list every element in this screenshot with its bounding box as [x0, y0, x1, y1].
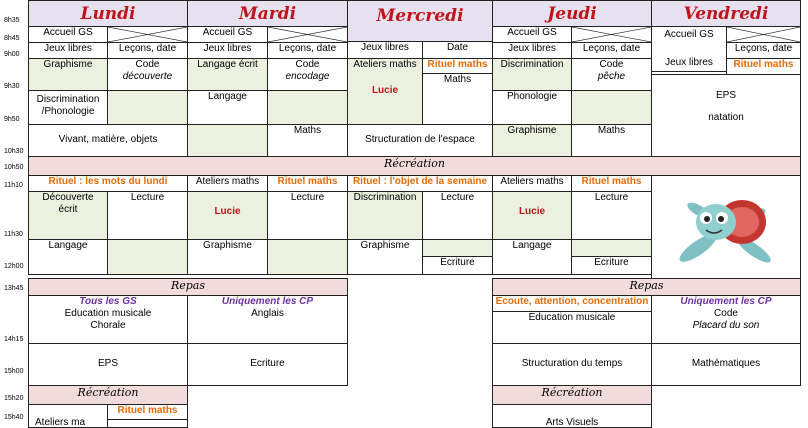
cell-jeudi-jeux: Jeux libres [492, 42, 572, 59]
cell-lundi-empty [107, 90, 188, 125]
cell-text: Chorale [90, 320, 126, 331]
turtle-illustration [676, 182, 776, 278]
cell-jeudi-empty [571, 239, 652, 257]
day-header-mardi: Mardi [187, 0, 348, 27]
day-header-mercredi: Mercredi [347, 0, 493, 42]
time-label: 10h50 [4, 164, 24, 171]
cell-text: Lucie [371, 85, 399, 96]
cell-mardi-code [267, 58, 348, 91]
cell-jeudi-education-musicale: Education musicale [492, 311, 652, 344]
cell-mercredi-empty [422, 239, 493, 257]
cell-lundi-ateliers-bottom: Ateliers ma [28, 404, 108, 428]
time-label: 9h00 [4, 51, 20, 58]
cell-vendredi-lecons: Leçons, date [726, 42, 801, 59]
cell-mercredi-jeux: Jeux libres [347, 41, 423, 59]
cell-jeudi-maths: Maths [571, 124, 652, 157]
cell-text: Placard du son [692, 320, 760, 331]
cell-mardi-lucie [187, 191, 268, 240]
cell-vendredi-rituel: Rituel maths [726, 58, 801, 75]
time-label: 15h00 [4, 368, 24, 375]
time-label: 14h15 [4, 336, 24, 343]
cell-lundi-decouverte-ecrit [28, 191, 108, 240]
day-header-vendredi: Vendredi [651, 0, 801, 27]
cell-text: Uniquement les CP [221, 296, 314, 307]
recreation-band-lundi: Récréation [28, 385, 188, 405]
day-header-lundi: Lundi [28, 0, 188, 27]
cell-mercredi-maths: Maths [422, 73, 493, 125]
cell-lundi-accueil: Accueil GS [28, 26, 108, 43]
cell-jeudi-lucie [492, 191, 572, 240]
cell-text: Tous les GS [79, 296, 137, 307]
cell-mardi-empty [267, 90, 348, 125]
cell-mardi-ateliers: Ateliers maths [187, 175, 268, 192]
cell-lundi-graphisme: Graphisme [28, 58, 108, 91]
cell-mardi-rituel: Rituel maths [267, 175, 348, 192]
cell-text: EPS [715, 90, 736, 101]
cell-mardi-anglais [187, 295, 348, 344]
cell-text: Ateliers maths [353, 59, 417, 70]
time-label: 10h30 [4, 148, 24, 155]
cell-text: Jeux libres [665, 57, 713, 68]
cell-lundi-rituel-bottom: Rituel maths [107, 404, 188, 420]
cell-mercredi-structuration: Structuration de l'espace [347, 124, 493, 157]
cell-mardi-langage: Langage [187, 90, 268, 125]
cell-text: Anglais [251, 308, 284, 319]
cell-mercredi-graphisme: Graphisme [347, 239, 423, 275]
cell-jeudi-discrimination: Discrimination [492, 58, 572, 91]
cell-mercredi-ecriture: Ecriture [422, 256, 493, 275]
cell-lundi-discri [28, 90, 108, 125]
repas-band-left: Repas [28, 278, 348, 296]
cell-lundi-eps: EPS [28, 343, 188, 386]
cell-jeudi-lecons: Leçons, date [571, 42, 652, 59]
cell-mercredi-rituel-objet: Rituel : l'objet de la semaine [347, 175, 493, 192]
cell-jeudi-lecture: Lecture [571, 191, 652, 240]
cell-mardi-jeux: Jeux libres [187, 42, 268, 59]
time-label: 15h20 [4, 395, 24, 402]
cell-text: Lucie [518, 206, 546, 217]
cell-mercredi-date: Date [422, 41, 493, 59]
cell-lundi-empty [107, 239, 188, 275]
time-label: 13h45 [4, 285, 24, 292]
time-label: 11h10 [4, 182, 23, 189]
crossed-cell [107, 26, 188, 43]
cell-text: /Phonologie [41, 106, 95, 117]
recreation-band: Récréation [28, 156, 801, 176]
cell-mercredi-discrimination: Discrimination [347, 191, 423, 240]
cell-text: Code [599, 59, 624, 70]
cell-text: Code [135, 59, 160, 70]
time-label: 8h45 [4, 35, 20, 42]
cell-text: découverte [122, 71, 173, 82]
cell-text: natation [708, 112, 744, 123]
cell-text: pêche [597, 71, 626, 82]
cell-lundi-jeux: Jeux libres [28, 42, 108, 59]
cell-jeudi-langage: Langage [492, 239, 572, 275]
cell-mardi-empty [187, 124, 268, 157]
cell-vendredi-mathematiques: Mathématiques [651, 343, 801, 386]
cell-mardi-langage-ecrit: Langage écrit [187, 58, 268, 91]
cell-mardi-empty [267, 239, 348, 275]
cell-lundi-lecture: Lecture [107, 191, 188, 240]
cell-mardi-maths: Maths [267, 124, 348, 157]
cell-lundi-education-musicale [28, 295, 188, 344]
cell-jeudi-accueil: Accueil GS [492, 26, 572, 43]
cell-jeudi-graphisme: Graphisme [492, 124, 572, 157]
cell-lundi-vivant: Vivant, matière, objets [28, 124, 188, 157]
cell-lundi-langage: Langage [28, 239, 108, 275]
cell-vendredi-code [651, 295, 801, 344]
cell-text: Code [295, 59, 320, 70]
cell-text: Uniquement les CP [680, 296, 772, 307]
cell-text: encodage [285, 71, 330, 82]
cell-mardi-lecture: Lecture [267, 191, 348, 240]
cell-lundi-lecons: Leçons, date [107, 42, 188, 59]
cell-vendredi-eps [651, 74, 801, 157]
cell-text: Discrimination [36, 94, 100, 105]
cell-mercredi-rituel: Rituel maths [422, 58, 493, 74]
cell-lundi-rituel-mots: Rituel : les mots du lundi [28, 175, 188, 192]
cell-text: Lucie [214, 206, 241, 217]
cell-mardi-accueil: Accueil GS [187, 26, 268, 43]
cell-vendredi-picture [651, 175, 801, 279]
cell-jeudi-arts-visuels: Arts Visuels [492, 404, 652, 428]
cell-text: Accueil GS [664, 29, 714, 40]
cell-text: Découverte [42, 192, 94, 203]
recreation-band-jeudi: Récréation [492, 385, 652, 405]
cell-mardi-graphisme: Graphisme [187, 239, 268, 275]
time-label: 12h00 [4, 263, 24, 270]
cell-mercredi-ateliers [347, 58, 423, 125]
cell-text: écrit [58, 204, 78, 215]
cell-jeudi-structuration-temps: Structuration du temps [492, 343, 652, 386]
day-header-jeudi: Jeudi [492, 0, 652, 27]
cell-text: Code [714, 308, 738, 319]
repas-band-right: Repas [492, 278, 801, 296]
time-label: 9h50 [4, 116, 20, 123]
cell-mercredi-lecture: Lecture [422, 191, 493, 240]
cell-text: Education musicale [64, 308, 152, 319]
cell-jeudi-empty [571, 90, 652, 125]
crossed-cell [726, 26, 801, 43]
cell-jeudi-rituel: Rituel maths [571, 175, 652, 192]
cell-mardi-lecons: Leçons, date [267, 42, 348, 59]
time-label: 8h35 [4, 17, 20, 24]
cell-jeudi-ateliers: Ateliers maths [492, 175, 572, 192]
cell-vendredi-accueil-jeux [651, 26, 727, 72]
crossed-cell [571, 26, 652, 43]
cell-jeudi-ecriture: Ecriture [571, 256, 652, 275]
cell-lundi-code [107, 58, 188, 91]
time-label: 11h30 [4, 231, 23, 238]
crossed-cell [267, 26, 348, 43]
cell-jeudi-code [571, 58, 652, 91]
cell-mardi-ecriture: Ecriture [187, 343, 348, 386]
cell-jeudi-ecoute: Ecoute, attention, concentration [492, 295, 652, 312]
time-label: 9h30 [4, 83, 20, 90]
time-label: 15h40 [4, 414, 24, 421]
cell-jeudi-phonologie: Phonologie [492, 90, 572, 125]
